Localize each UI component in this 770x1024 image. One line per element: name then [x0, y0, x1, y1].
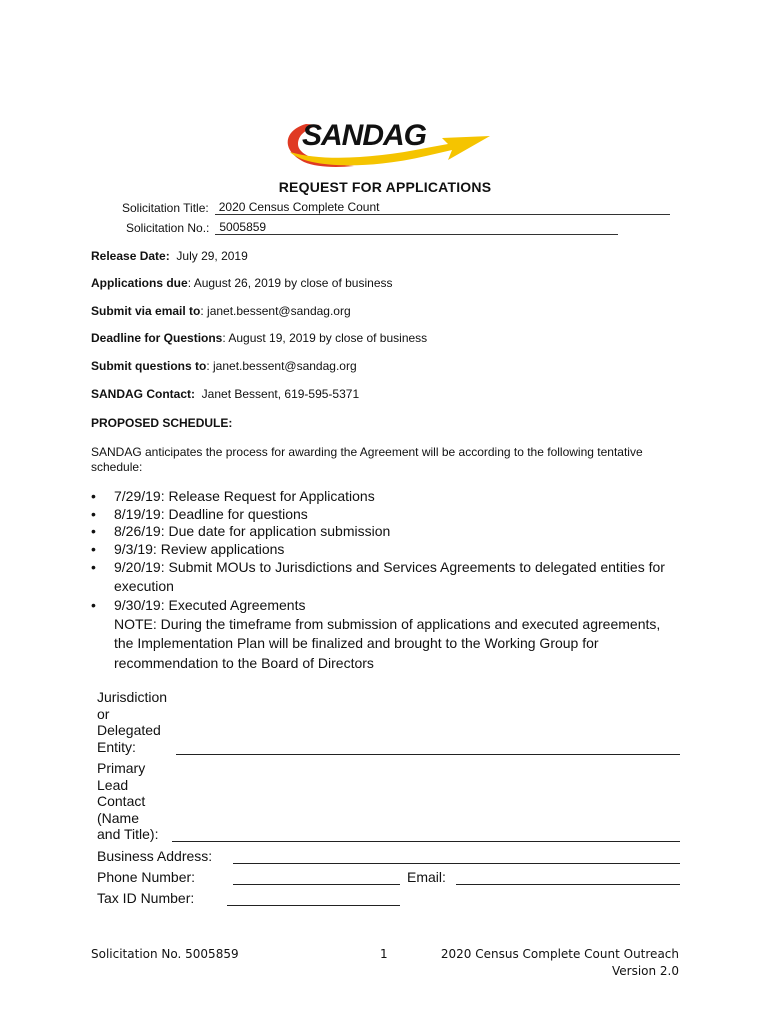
release-date	[91, 249, 248, 263]
applications-due-label: Applications due	[91, 276, 188, 290]
submit-via-email	[91, 304, 351, 318]
solicitation-number-row	[122, 220, 618, 235]
applications-due	[91, 276, 393, 290]
page-title: REQUEST FOR APPLICATIONS	[278, 179, 492, 195]
schedule-heading-text: PROPOSED SCHEDULE:	[91, 416, 233, 430]
primary-contact-field[interactable]	[172, 841, 680, 842]
bullet-icon: •	[91, 597, 96, 613]
footer-project-title: 2020 Census Complete Count Outreach	[440, 947, 679, 961]
list-item	[91, 506, 681, 524]
solicitation-number-value: 5005859	[215, 220, 618, 235]
label-line: Primary	[97, 760, 146, 776]
schedule-intro: SANDAG anticipates the process for awarding the Agreement will be according to the following tentative schedule:	[91, 445, 643, 474]
sandag-contact-label: SANDAG Contact:	[91, 387, 195, 401]
email-label: Email:	[407, 869, 446, 885]
submit-questions-to	[91, 359, 357, 373]
submit-via-email-value: : janet.bessent@sandag.org	[200, 304, 351, 318]
schedule-heading	[91, 416, 232, 430]
business-address-label: Business Address:	[97, 848, 213, 864]
label-line: Entity:	[97, 738, 136, 755]
tax-id-label: Tax ID Number:	[97, 890, 195, 906]
footer-solicitation: Solicitation No. 5005859	[91, 947, 239, 961]
submit-questions-label: Submit questions to	[91, 359, 207, 373]
list-item	[91, 597, 681, 615]
list-item-text: 9/30/19: Executed Agreements	[114, 597, 306, 613]
bullet-icon: •	[91, 523, 96, 539]
page-number: 1	[380, 947, 388, 961]
label-line: or	[97, 705, 110, 722]
release-date-value: July 29, 2019	[176, 249, 248, 263]
label-line: (Name	[97, 809, 140, 826]
deadline-label: Deadline for Questions	[91, 331, 223, 345]
list-item-text: 8/26/19: Due date for application submission	[114, 523, 391, 539]
submit-via-email-label: Submit via email to	[91, 304, 201, 318]
bullet-icon: •	[91, 488, 96, 504]
sandag-contact	[91, 387, 359, 401]
bullet-icon: •	[91, 505, 96, 522]
label-line: Lead	[97, 776, 129, 793]
submit-questions-value: : janet.bessent@sandag.org	[206, 359, 357, 373]
applications-due-value: : August 26, 2019 by close of business	[187, 276, 393, 290]
label-line: Delegated	[97, 722, 161, 738]
solicitation-title-label: Solicitation Title:	[122, 201, 209, 215]
business-address-field[interactable]	[233, 863, 680, 864]
jurisdiction-field[interactable]	[176, 754, 680, 755]
schedule-note: NOTE: During the timeframe from submission of applications and executed agreements, the Implementation Plan will be finalized and brought to the Working Group for recommendation to the Board of Directors	[114, 615, 661, 671]
solicitation-number-label: Solicitation No.:	[126, 221, 210, 235]
sandag-contact-value: Janet Bessent, 619-595-5371	[201, 387, 360, 401]
sandag-logo	[276, 112, 494, 174]
deadline-for-questions	[91, 331, 427, 345]
phone-label: Phone Number:	[97, 869, 196, 885]
label-line: and Title):	[97, 826, 159, 842]
label-line: Contact	[97, 793, 146, 809]
solicitation-title-value: 2020 Census Complete Count	[215, 200, 670, 215]
logo-wordmark: SANDAG	[302, 119, 427, 152]
list-item	[91, 541, 681, 559]
solicitation-title-row	[122, 200, 670, 215]
tax-id-field[interactable]	[227, 905, 400, 906]
schedule-list	[91, 488, 681, 673]
footer-version: Version 2.0	[611, 964, 679, 978]
list-item	[91, 523, 681, 541]
footer-project	[441, 946, 679, 980]
list-item-text: 8/19/19: Deadline for questions	[114, 505, 308, 522]
email-field[interactable]	[456, 884, 680, 885]
release-date-label: Release Date:	[91, 249, 170, 263]
list-item-text: 9/3/19: Review applications	[114, 540, 285, 557]
bullet-icon: •	[91, 540, 96, 557]
primary-contact-label	[97, 760, 158, 843]
list-item-text: 7/29/19: Release Request for Applications	[114, 488, 375, 504]
jurisdiction-label	[97, 689, 167, 755]
list-item-text: 9/20/19: Submit MOUs to Jurisdictions and Services Agreements to delegated entities for execution	[114, 559, 665, 594]
label-line: Jurisdiction	[97, 689, 168, 705]
bullet-icon: •	[91, 559, 96, 575]
phone-field[interactable]	[233, 884, 400, 885]
list-item	[91, 488, 681, 506]
list-item	[91, 558, 681, 596]
deadline-value: : August 19, 2019 by close of business	[222, 331, 428, 345]
